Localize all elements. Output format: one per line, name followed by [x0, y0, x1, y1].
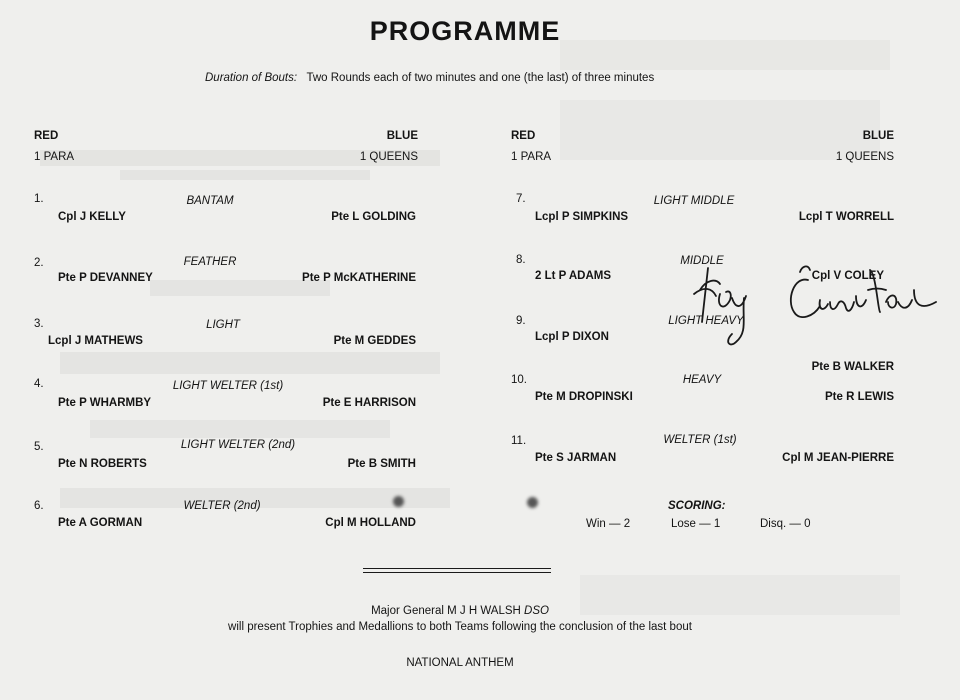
red-boxer: Pte M DROPINSKI — [535, 391, 633, 403]
blue-boxer: Cpl V COLEY — [811, 270, 884, 282]
scoring-label: SCORING: — [668, 500, 726, 512]
weight-class: WELTER (2nd) — [183, 500, 261, 512]
blue-boxer: Cpl M JEAN-PIERRE — [782, 452, 894, 464]
duration-text: Two Rounds each of two minutes and one (the last) of three minutes — [306, 72, 655, 84]
red-header-right: RED — [511, 130, 536, 142]
red-boxer: Pte S JARMAN — [535, 452, 617, 464]
red-boxer: Pte P DEVANNEY — [58, 272, 153, 284]
red-boxer: Cpl J KELLY — [58, 211, 126, 223]
weight-class: LIGHT WELTER (2nd) — [180, 439, 296, 451]
footer-double-rule-top — [363, 568, 551, 569]
weight-class: LIGHT MIDDLE — [653, 195, 735, 207]
blue-boxer: Pte R LEWIS — [824, 391, 894, 403]
red-team-left: 1 PARA — [34, 151, 75, 163]
scoring-disq: Disq. — 0 — [760, 518, 811, 530]
show-through-line — [120, 170, 370, 180]
red-boxer: Pte N ROBERTS — [58, 458, 147, 470]
bout-number: 6. — [34, 500, 44, 512]
red-header-left: RED — [34, 130, 59, 142]
bout-number: 7. — [516, 193, 526, 205]
blue-boxer: Pte L GOLDING — [331, 211, 416, 223]
presenter-honour: DSO — [524, 605, 549, 617]
blue-team-left: 1 QUEENS — [359, 151, 418, 163]
weight-class: FEATHER — [183, 256, 237, 268]
blue-boxer: Pte B SMITH — [347, 458, 416, 470]
scoring-lose: Lose — 1 — [671, 518, 721, 530]
presenter-line — [0, 605, 920, 617]
weight-class: BANTAM — [186, 195, 234, 207]
red-boxer: Pte P WHARMBY — [58, 397, 152, 409]
bout-number: 9. — [516, 315, 526, 327]
blue-boxer: Pte B WALKER — [811, 361, 894, 373]
bout-number: 4. — [34, 378, 44, 390]
ink-speck — [393, 496, 404, 507]
show-through-line — [60, 352, 440, 374]
blue-team-right: 1 QUEENS — [835, 151, 894, 163]
red-boxer: Lcpl P DIXON — [535, 331, 609, 343]
page-title: PROGRAMME — [369, 16, 561, 46]
national-anthem: NATIONAL ANTHEM — [406, 657, 514, 669]
red-boxer: Pte A GORMAN — [58, 517, 143, 529]
weight-class: HEAVY — [682, 374, 722, 386]
bout-number: 10. — [511, 374, 527, 386]
red-boxer: Lcpl J MATHEWS — [48, 335, 143, 347]
blue-boxer: Cpl M HOLLAND — [325, 517, 416, 529]
blue-boxer: Lcpl T WORRELL — [798, 211, 894, 223]
blue-boxer: Pte E HARRISON — [322, 397, 416, 409]
blue-header-right: BLUE — [862, 130, 894, 142]
weight-class: WELTER (1st) — [663, 434, 737, 446]
ink-speck — [527, 497, 538, 508]
bout-number: 3. — [34, 318, 44, 330]
blue-boxer: Pte M GEDDES — [333, 335, 416, 347]
handwritten-signature — [690, 250, 940, 360]
bout-number: 11. — [511, 435, 527, 447]
blue-header-left: BLUE — [386, 130, 418, 142]
footer-double-rule-bottom — [363, 572, 551, 573]
red-team-right: 1 PARA — [511, 151, 552, 163]
weight-class: LIGHT — [206, 319, 240, 331]
show-through-line — [90, 420, 390, 438]
red-boxer: Lcpl P SIMPKINS — [535, 211, 629, 223]
scoring-win: Win — 2 — [586, 518, 631, 530]
weight-class: LIGHT HEAVY — [668, 315, 744, 327]
bout-number: 5. — [34, 441, 44, 453]
duration-label: Duration of Bouts: — [205, 72, 298, 84]
blue-boxer: Pte P McKATHERINE — [302, 272, 416, 284]
bout-number: 8. — [516, 254, 526, 266]
presentation-text: will present Trophies and Medallions to both Teams following the conclusion of the last bout — [228, 621, 692, 633]
presenter-name: Major General M J H WALSH — [371, 605, 521, 617]
weight-class: MIDDLE — [680, 255, 724, 267]
weight-class: LIGHT WELTER (1st) — [172, 380, 284, 392]
duration-line — [205, 72, 654, 84]
red-boxer: 2 Lt P ADAMS — [535, 270, 612, 282]
bout-number: 1. — [34, 193, 44, 205]
bout-number: 2. — [34, 257, 44, 269]
